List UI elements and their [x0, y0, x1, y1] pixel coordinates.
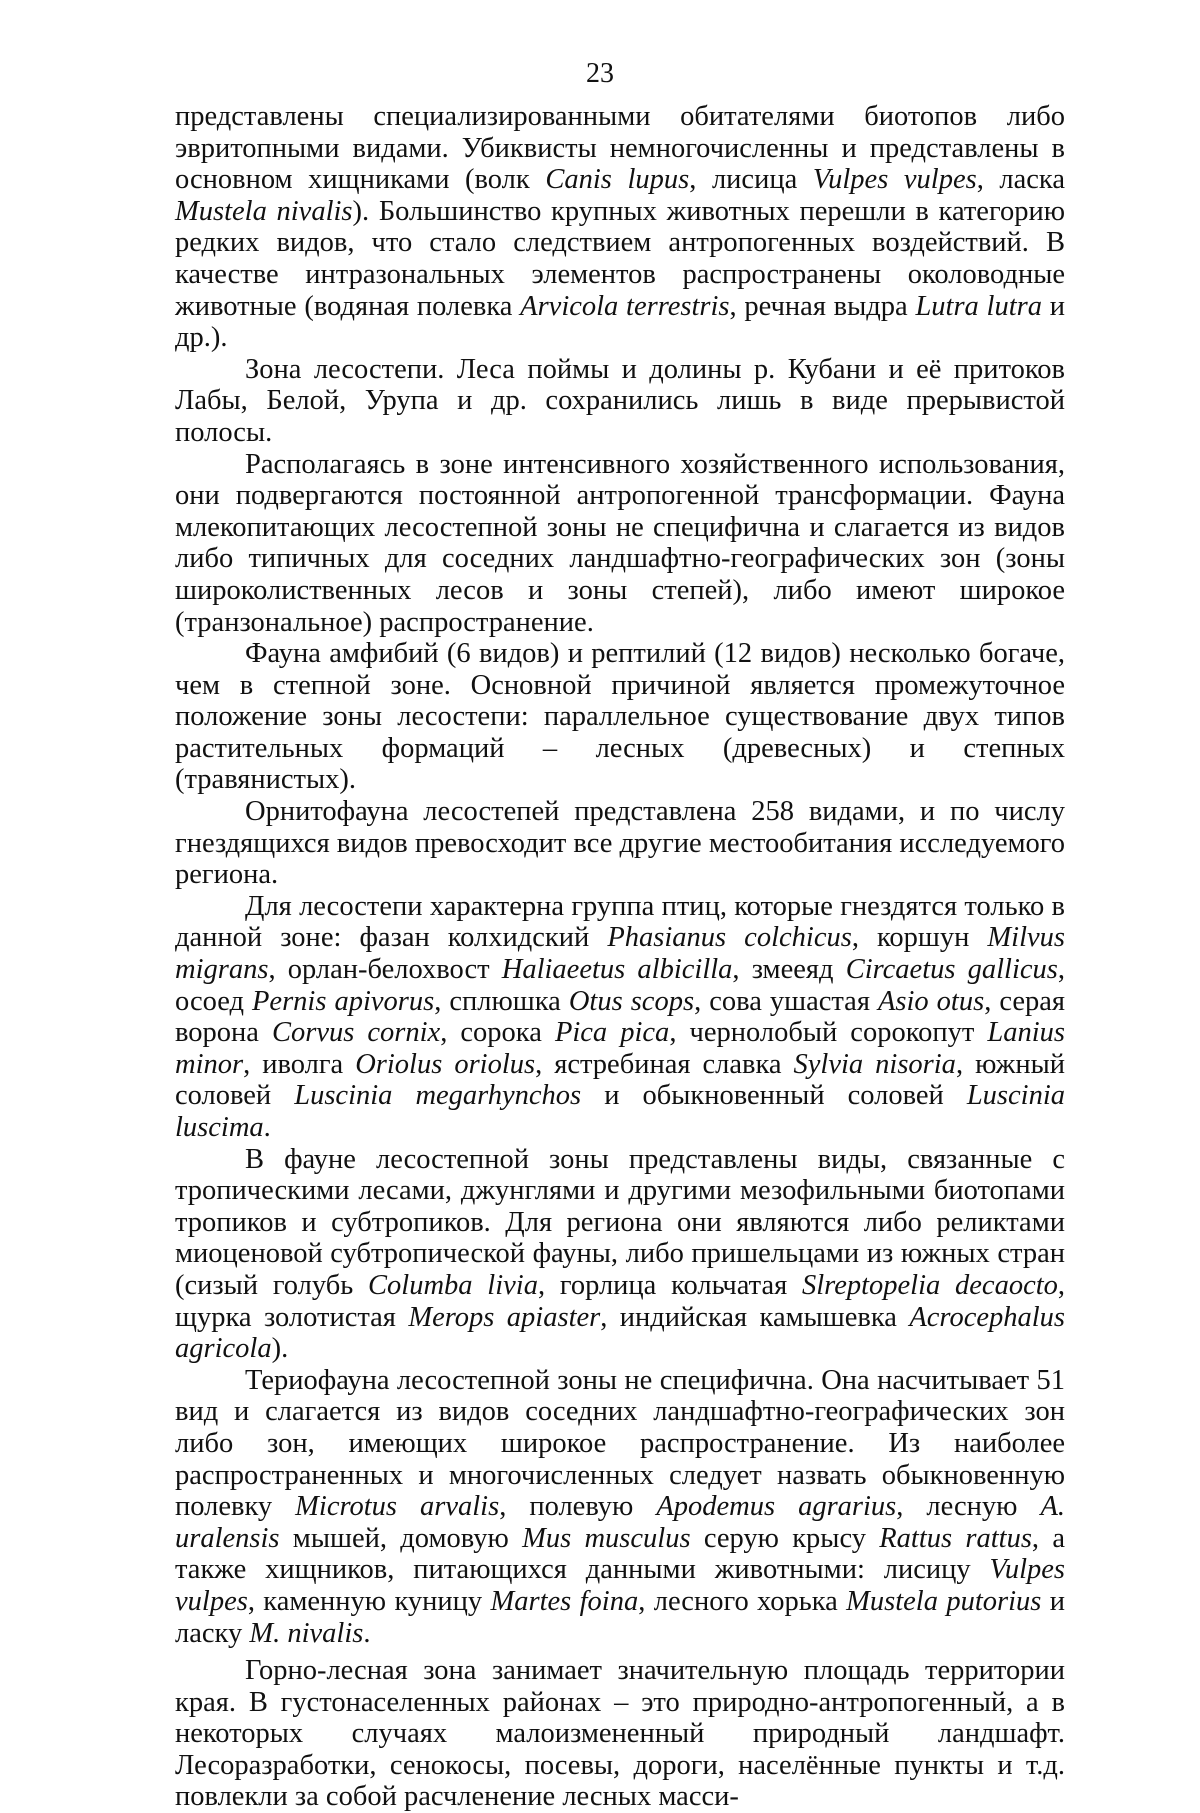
document-body [175, 101, 1065, 1813]
text-run: , горлица кольчатая [537, 1269, 802, 1301]
species-name: Milvus migrans [175, 922, 1065, 986]
species-name: Apodemus agrarius [656, 1491, 897, 1523]
text-run: Горно-лесная зона занимает значительную площадь территории края. В густонаселенных районах – это природно-антропогенный, а в некоторых случаях малоизмененный природный ландшафт. Лесоразработки, сенокосы, посевы, дороги, населённые пункты и т.д. повлекли за собой расчленение лесных масси- [175, 1655, 1065, 1813]
text-run: и обыкновенный соловей [581, 1080, 967, 1112]
text-run: , сплюшка [434, 985, 569, 1017]
text-run: , ласка [976, 164, 1065, 196]
text-run: , полевую [499, 1491, 657, 1523]
page-number: 23 [586, 58, 614, 89]
text-run: , осоед [175, 954, 1065, 1017]
species-name: Vulpes vulpes [175, 1554, 1065, 1617]
species-name: Otus scops [568, 985, 695, 1017]
paragraph [175, 1365, 1065, 1649]
text-run: , сова ушастая [694, 985, 878, 1017]
text-run: и др.). [175, 290, 1065, 354]
text-run: ). [271, 1333, 289, 1365]
text-run: , серая ворона [175, 985, 1065, 1049]
text-run: , лесного хорька [638, 1585, 847, 1617]
species-name: Martes foina [490, 1585, 639, 1617]
text-run: мышей, домовую [279, 1522, 523, 1554]
text-run: , индийская камышевка [600, 1301, 910, 1333]
species-name: Circaetus gallicus [845, 954, 1058, 986]
species-name: Rattus rattus [879, 1522, 1032, 1554]
text-run: , речная выдра [729, 290, 916, 322]
species-name: Mustela putorius [846, 1585, 1042, 1617]
text-run: Фауна амфибий (6 видов) и рептилий (12 видов) несколько богаче, чем в степной зоне. Основной причиной является промежуточное положение зоны лесостепи: параллельное существование двух типов растительных формаций – лесных (древесных) и степных (травянистых). [175, 638, 1065, 796]
species-name: Mus musculus [522, 1522, 691, 1554]
species-name: Lanius minor [175, 1017, 1065, 1080]
text-run: серую крысу [690, 1522, 880, 1554]
text-run: , каменную куницу [247, 1585, 491, 1617]
species-name: Asio otus [877, 985, 985, 1017]
paragraph [175, 1144, 1065, 1365]
text-run: . [363, 1617, 371, 1649]
species-name: Lutra lutra [915, 290, 1042, 322]
paragraph [175, 449, 1065, 639]
paragraph [175, 354, 1065, 449]
text-run: представлены специализированными обитателями биотопов либо эвритопными видами. Убиквисты немногочисленны и представлены в основном хищниками (волк [175, 101, 1065, 196]
text-run: , лисица [689, 164, 813, 196]
species-name: Mustela nivalis [175, 195, 353, 227]
species-name: Pica pica [554, 1017, 670, 1049]
paragraph [175, 796, 1065, 891]
species-name: A. uralensis [175, 1491, 1065, 1554]
text-run: , южный соловей [175, 1048, 1065, 1112]
text-run: , иволга [243, 1048, 356, 1080]
species-name: Slreptopelia decaocto [802, 1269, 1058, 1301]
species-name: Canis lupus [545, 164, 690, 196]
paragraph [175, 891, 1065, 1144]
species-name: Microtus arvalis [295, 1491, 500, 1523]
species-name: Columba livia [368, 1269, 538, 1301]
text-run: , лесную [896, 1491, 1041, 1523]
species-name: Merops apiaster [408, 1301, 601, 1333]
paragraph [175, 101, 1065, 354]
text-run: , ястребиная славка [535, 1048, 794, 1080]
text-run: , чернолобый сорокопут [669, 1017, 988, 1049]
text-run: . [263, 1112, 271, 1143]
paragraph [175, 638, 1065, 796]
text-run: , сорока [440, 1017, 555, 1049]
species-name: Sylvia nisoria [793, 1048, 956, 1080]
species-name: Haliaeetus albicilla [501, 954, 733, 986]
species-name: Oriolus oriolus [355, 1048, 536, 1080]
species-name: Acrocephalus agricola [175, 1301, 1066, 1365]
species-name: Pernis apivorus [252, 985, 435, 1017]
species-name: Luscinia megarhynchos [294, 1080, 582, 1112]
text-run: Для лесостепи характерна группа птиц, которые гнездятся только в данной зоне: фазан колхидский [175, 890, 1065, 954]
text-run: Териофауна лесостепной зоны не специфична. Она насчитывает 51 вид и слагается из видов соседних ландшафтно-географических зон либо зон, имеющих широкое распространение. Из наиболее распространенных и многочисленных следует назвать обыкновенную полевку [175, 1364, 1065, 1523]
text-run: и ласку [175, 1585, 1065, 1649]
text-run: , а также хищников, питающихся данными животными: лисицу [175, 1522, 1065, 1586]
text-run: ). Большинство крупных животных перешли в категорию редких видов, что стало следствием антропогенных воздействий. В качестве интразональных элементов распространены околоводные животные (водяная полевка [175, 195, 1065, 322]
species-name: Phasianus colchicus [607, 922, 852, 954]
species-name: Luscinia luscima [175, 1080, 1066, 1143]
text-run: , коршун [851, 922, 988, 954]
paragraph [175, 1655, 1065, 1813]
text-run: В фауне лесостепной зоны представлены виды, связанные с тропическими лесами, джунглями и другими мезофильными биотопами тропиков и субтропиков. Для региона они являются либо реликтами миоценовой субтропической фауны, либо пришельцами из южных стран (сизый голубь [175, 1143, 1065, 1301]
text-run: , щурка золотистая [175, 1269, 1066, 1333]
species-name: Arvicola terrestris [520, 290, 730, 322]
species-name: Vulpes vulpes [812, 164, 977, 196]
text-run: Орнитофауна лесостепей представлена 258 видами, и по числу гнездящихся видов превосходит все другие местообитания исследуемого региона. [175, 796, 1065, 891]
text-run: Зона лесостепи. Леса поймы и долины р. Кубани и её притоков Лабы, Белой, Урупа и др. сохранились лишь в виде прерывистой полосы. [175, 353, 1065, 448]
text-run: Располагаясь в зоне интенсивного хозяйственного использования, они подвергаются постоянной антропогенной трансформации. Фауна млекопитающих лесостепной зоны не специфична и слагается из видов либо типичных для соседних ландшафтно-географических зон (зоны широколиственных лесов и зоны степей), либо имеют широкое (транзональное) распространение. [175, 448, 1065, 638]
text-run: , змееяд [732, 954, 846, 986]
species-name: M. nivalis [249, 1617, 364, 1649]
species-name: Corvus cornix [271, 1017, 441, 1049]
text-run: , орлан-белохвост [268, 954, 502, 986]
